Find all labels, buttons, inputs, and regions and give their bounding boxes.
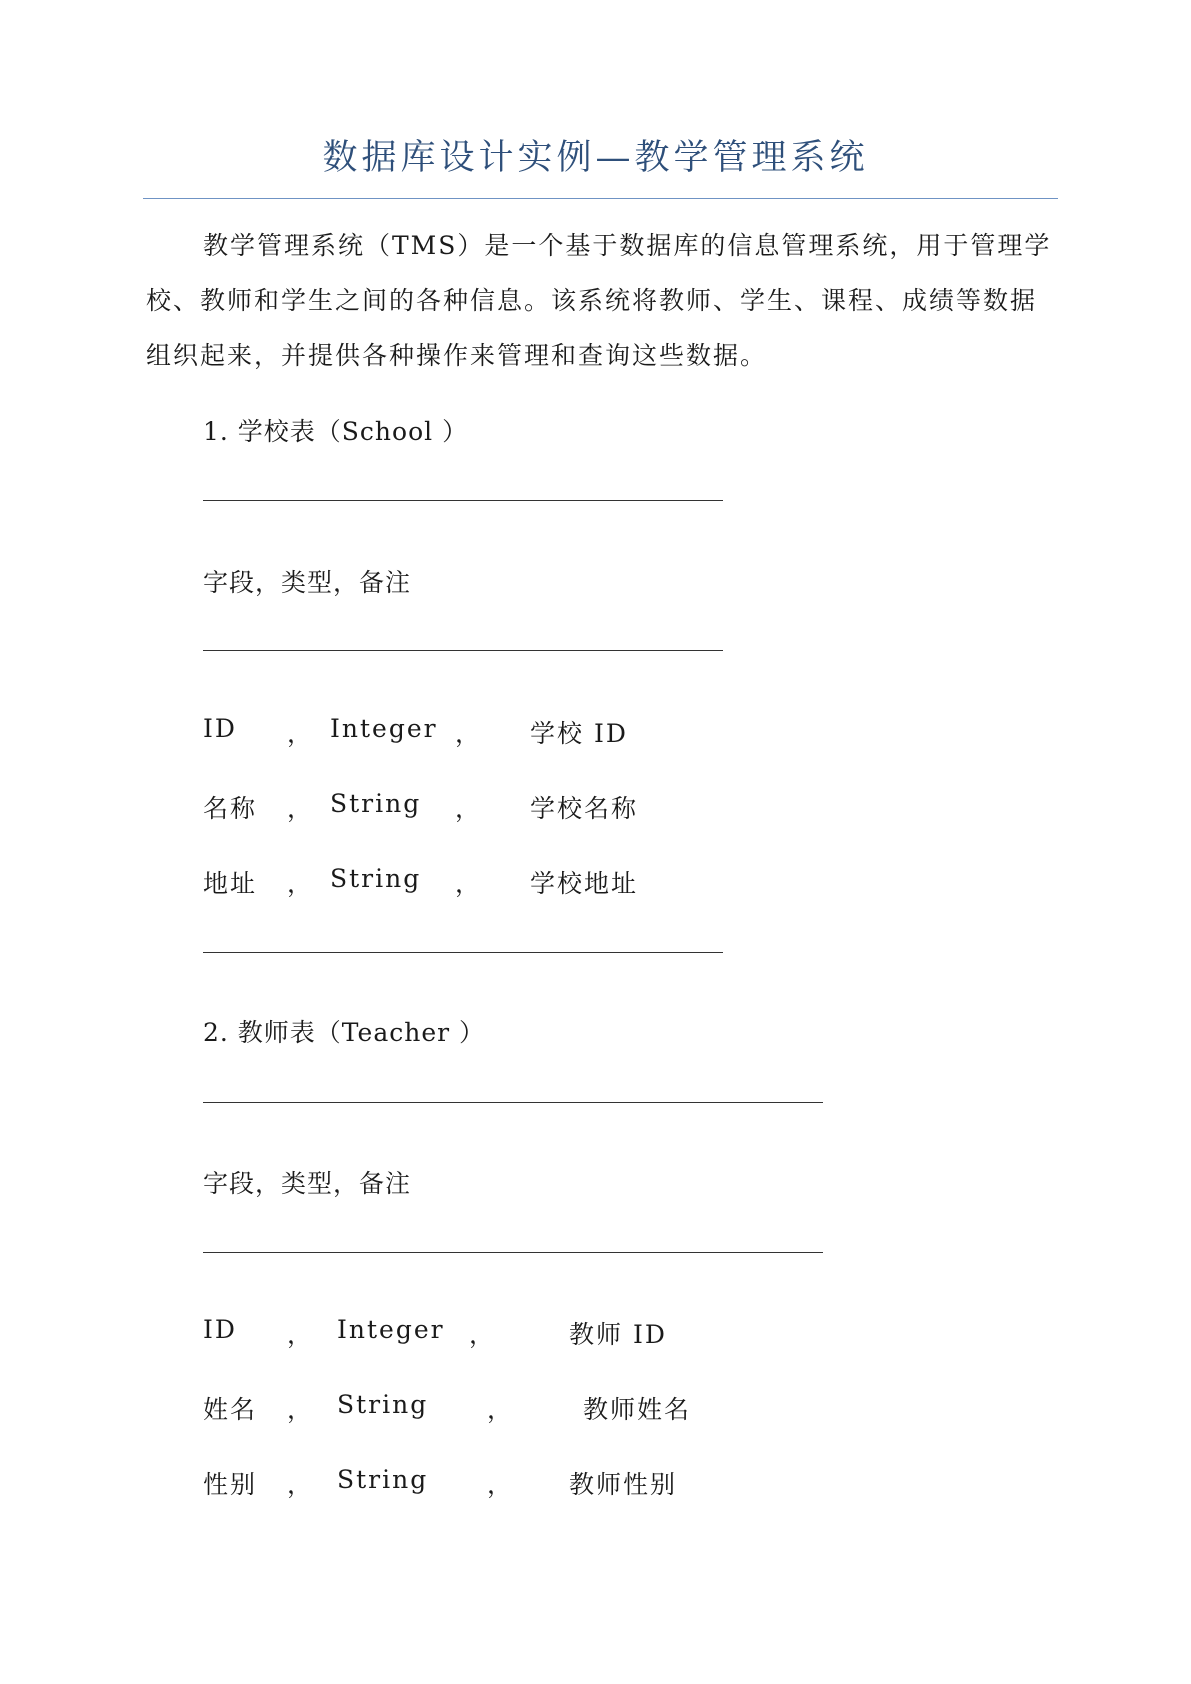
field-note: 教师姓名: [583, 1395, 692, 1424]
columns-header: 字段，类型，备注: [203, 1169, 412, 1198]
dash-divider: [203, 1102, 823, 1103]
separator: ，: [287, 719, 315, 748]
field-note: 教师 ID: [569, 1320, 667, 1349]
field-name: 名称: [203, 794, 258, 823]
section-heading-school: 1. 学校表（School ）: [203, 417, 469, 446]
field-name: 性别: [203, 1470, 258, 1499]
title-divider: [143, 198, 1058, 199]
table-row: [203, 1390, 903, 1424]
field-note: 教师性别: [569, 1470, 678, 1499]
section-heading-teacher: 2. 教师表（Teacher ）: [203, 1018, 486, 1047]
dash-divider: [203, 1252, 823, 1253]
separator: ，: [455, 869, 483, 898]
document-title: 数据库设计实例—教学管理系统: [322, 138, 869, 178]
intro-paragraph: 教学管理系统（TMS）是一个基于数据库的信息管理系统，用于管理学校、教师和学生之间的各种信息。该系统将教师、学生、课程、成绩等数据组织起来，并提供各种操作来管理和查询这些数据。: [146, 231, 1052, 370]
field-type: String: [337, 1465, 429, 1494]
field-type: Integer: [330, 714, 438, 743]
table-row: [203, 714, 903, 748]
separator: ，: [487, 1395, 515, 1424]
separator: ，: [287, 869, 315, 898]
separator: ，: [287, 1395, 315, 1424]
field-type: Integer: [337, 1315, 445, 1344]
columns-header: 字段，类型，备注: [203, 568, 412, 597]
field-type: String: [330, 864, 422, 893]
separator: ，: [455, 719, 483, 748]
field-type: String: [337, 1390, 429, 1419]
separator: ，: [287, 1470, 315, 1499]
table-row: [203, 1315, 903, 1349]
field-name: ID: [203, 714, 237, 743]
field-name: ID: [203, 1315, 237, 1344]
separator: ，: [487, 1470, 515, 1499]
dash-divider: [203, 500, 723, 501]
separator: ，: [455, 794, 483, 823]
field-name: 姓名: [203, 1395, 258, 1424]
field-note: 学校名称: [530, 794, 639, 823]
separator: ，: [287, 794, 315, 823]
field-note: 学校 ID: [530, 719, 628, 748]
table-row: [203, 1465, 903, 1499]
separator: ，: [287, 1320, 315, 1349]
table-row: [203, 789, 903, 823]
table-row: [203, 864, 903, 898]
field-name: 地址: [203, 869, 258, 898]
separator: ，: [469, 1320, 497, 1349]
dash-divider: [203, 952, 723, 953]
field-type: String: [330, 789, 422, 818]
field-note: 学校地址: [530, 869, 639, 898]
dash-divider: [203, 650, 723, 651]
